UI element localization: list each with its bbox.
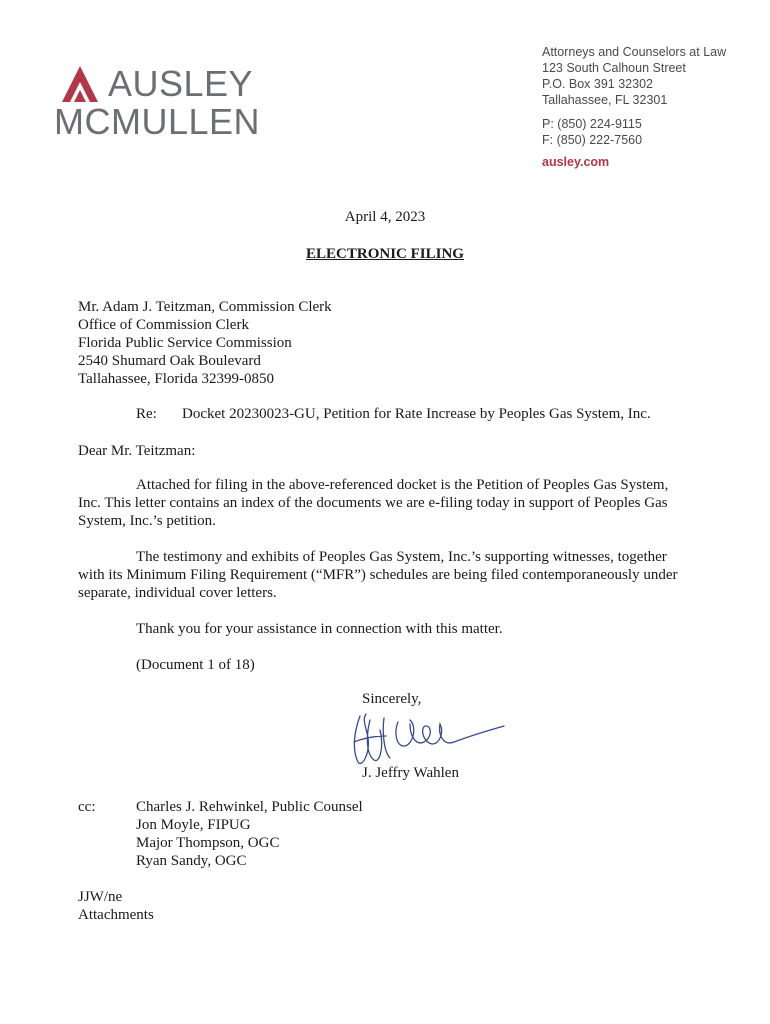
typist-initials: JJW/ne xyxy=(78,889,123,905)
firm-logo xyxy=(54,62,261,142)
filing-type-heading: ELECTRONIC FILING xyxy=(306,246,464,262)
cc-recipient: Charles J. Rehwinkel, Public Counsel xyxy=(136,799,363,815)
closing: Sincerely, xyxy=(362,691,422,707)
firm-city: Tallahassee, FL 32301 xyxy=(542,93,668,107)
letter-date: April 4, 2023 xyxy=(344,209,426,225)
firm-fax: F: (850) 222-7560 xyxy=(542,133,643,147)
recipient-line: Florida Public Service Commission xyxy=(78,335,292,351)
firm-tagline: Attorneys and Counselors at Law xyxy=(542,45,727,59)
firm-logo-mark-icon xyxy=(54,62,106,104)
salutation: Dear Mr. Teitzman: xyxy=(78,443,196,459)
document-count: (Document 1 of 18) xyxy=(136,657,255,673)
firm-po-box: P.O. Box 391 32302 xyxy=(542,77,653,91)
firm-name-line2: MCMULLEN xyxy=(54,101,261,142)
firm-street: 123 South Calhoun Street xyxy=(542,61,686,75)
recipient-line: Office of Commission Clerk xyxy=(78,317,249,333)
recipient-line: Mr. Adam J. Teitzman, Commission Clerk xyxy=(78,299,332,315)
attachments-note: Attachments xyxy=(78,907,154,923)
cc-label: cc: xyxy=(78,799,96,815)
firm-address-block xyxy=(542,44,726,170)
cc-recipient: Ryan Sandy, OGC xyxy=(136,853,247,869)
re-subject: Docket 20230023-GU, Petition for Rate Increase by Peoples Gas System, Inc. xyxy=(182,406,651,422)
firm-website-link[interactable]: ausley.com xyxy=(542,155,610,169)
firm-phone: P: (850) 224-9115 xyxy=(542,117,642,131)
recipient-line: Tallahassee, Florida 32399-0850 xyxy=(78,371,274,387)
signer-name: J. Jeffry Wahlen xyxy=(362,765,459,781)
firm-name-line1: AUSLEY xyxy=(108,63,254,104)
re-label: Re: xyxy=(136,406,157,422)
recipient-line: 2540 Shumard Oak Boulevard xyxy=(78,353,261,369)
cc-recipient: Major Thompson, OGC xyxy=(136,835,280,851)
body-paragraph-2: The testimony and exhibits of Peoples Gas System, Inc.’s supporting witnesses, together with its Minimum Filing Requirement (“MFR”) schedules are being filed contemporaneously under separate, individual cover letters. xyxy=(78,549,678,601)
body-paragraph-3: Thank you for your assistance in connection with this matter. xyxy=(136,621,503,637)
cc-recipient: Jon Moyle, FIPUG xyxy=(136,817,251,833)
body-paragraph-1: Attached for filing in the above-referenced docket is the Petition of Peoples Gas System, Inc. This letter contains an index of the documents we are e-filing today in support of Peoples Gas System, Inc.’s petition. xyxy=(78,477,669,529)
